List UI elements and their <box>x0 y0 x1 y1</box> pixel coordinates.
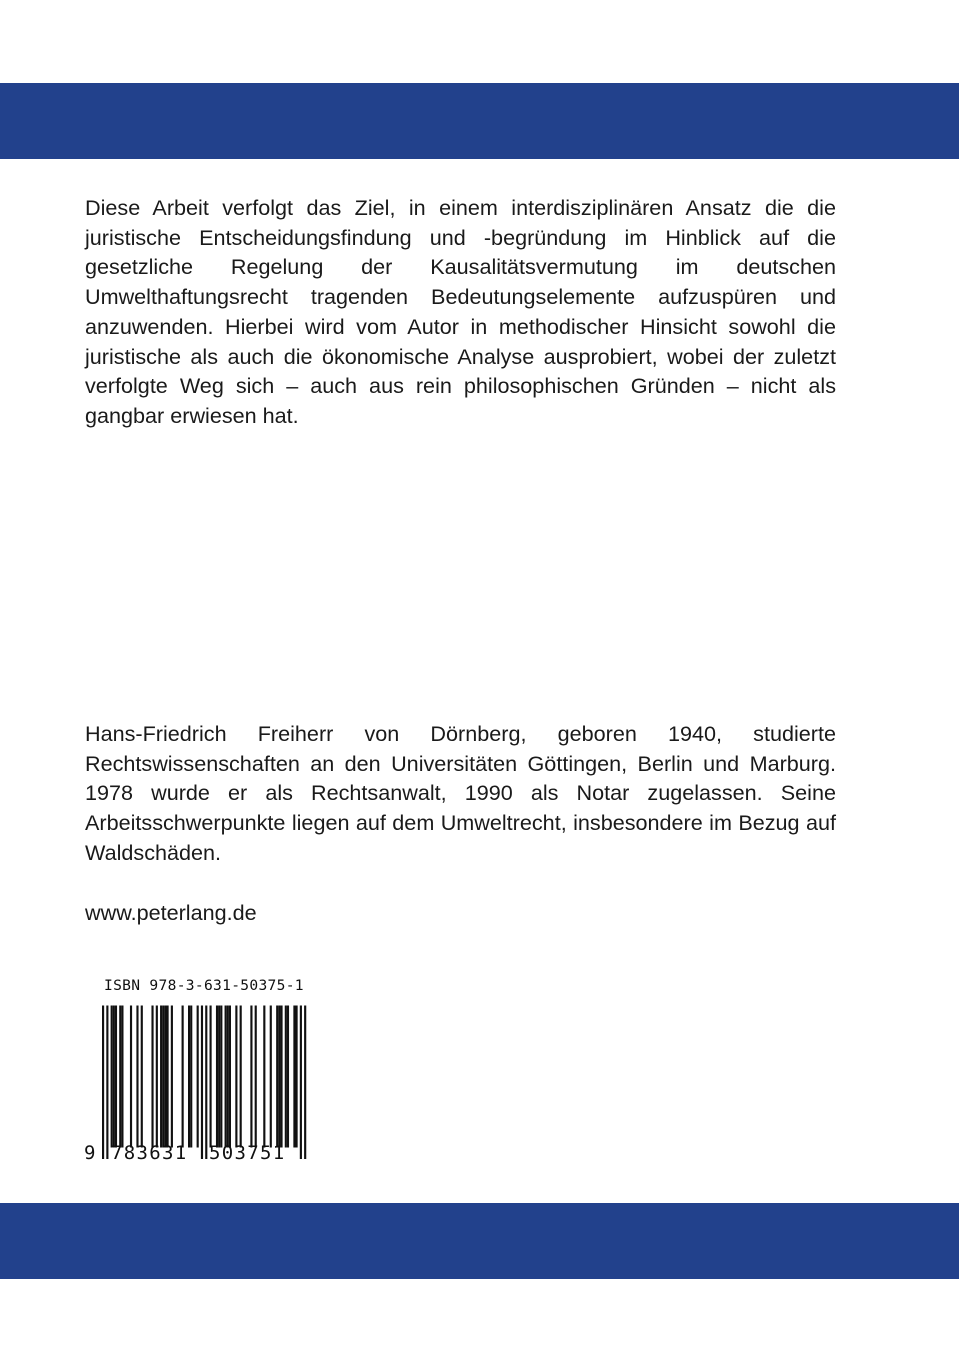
barcode-bar <box>229 1006 231 1148</box>
barcode-guard-bar <box>205 1006 207 1160</box>
barcode-bar <box>188 1006 190 1148</box>
barcode-digits-left: 783631 <box>111 1142 188 1164</box>
barcode-bar <box>171 1006 173 1148</box>
barcode-bar <box>287 1006 289 1148</box>
barcode-bar <box>216 1006 218 1148</box>
barcode-bar <box>235 1006 237 1148</box>
barcode-bar <box>182 1006 184 1148</box>
barcode-bar <box>240 1006 242 1148</box>
barcode-guard-bar <box>106 1006 108 1160</box>
barcode-bar <box>270 1006 272 1148</box>
author-biography: Hans-Friedrich Freiherr von Dörnberg, geboren 1940, studierte Rechtswissenschaften an den Universitäten Göttingen, Berlin und Marburg. 1978 wurde er als Rechtsanwalt, 1990 als Notar zugelassen. Seine Arbeitsschwerpunkte liegen auf dem Umweltrecht, insbesondere im Bezug auf Waldschäden. <box>85 721 836 865</box>
barcode-bar <box>255 1006 257 1148</box>
barcode-guard-bar <box>201 1006 203 1160</box>
barcode-bar <box>136 1006 138 1148</box>
barcode-digits-right: 503751 <box>209 1142 286 1164</box>
barcode-bar <box>160 1006 162 1148</box>
barcode-bar <box>220 1006 222 1148</box>
barcode-digit-first: 9 <box>84 1142 96 1164</box>
publisher-website: www.peterlang.de <box>85 900 257 925</box>
barcode-bar <box>250 1006 252 1148</box>
abstract-text: Diese Arbeit verfolgt das Ziel, in einem interdisziplinären Ansatz die die juristische Entscheidungsfindung und -begründung im Hinblick auf die gesetzliche Regelung der Kausalitätsvermutung im deutschen Umwelthaftungsrecht tragenden Bedeutungselemente aufzuspüren und anzuwenden. Hierbei wird vom Autor in methodischer Hinsicht sowohl die juristische als auch die ökonomische Analyse ausprobiert, wobei der zuletzt verfolgte Weg sich – auch aus rein philosophischen Gründen – nicht als gangbar erwiesen hat. <box>85 195 836 428</box>
barcode-bar <box>164 1006 166 1148</box>
barcode-bar <box>151 1006 153 1148</box>
barcode-bar <box>227 1006 229 1148</box>
barcode-bar <box>113 1006 115 1148</box>
top-color-band <box>0 83 959 159</box>
barcode-bar <box>197 1006 199 1148</box>
barcode-bar <box>285 1006 287 1148</box>
barcode-bar <box>278 1006 280 1148</box>
barcode-bar <box>111 1006 113 1148</box>
barcode-bar <box>296 1006 298 1148</box>
bottom-color-band <box>0 1203 959 1279</box>
barcode-bar <box>225 1006 227 1148</box>
barcode-guard-bar <box>304 1006 306 1160</box>
isbn-barcode <box>82 975 314 1167</box>
barcode-bar <box>276 1006 278 1148</box>
barcode-bar <box>119 1006 121 1148</box>
barcode-bar <box>218 1006 220 1148</box>
barcode-bar <box>156 1006 158 1148</box>
barcode-bar <box>280 1006 282 1148</box>
barcode-bar <box>115 1006 117 1148</box>
barcode-guard-bar <box>300 1006 302 1160</box>
barcode-bar <box>293 1006 295 1148</box>
barcode-bar <box>167 1006 169 1148</box>
barcode-guard-bar <box>102 1006 104 1160</box>
barcode-bar <box>162 1006 164 1148</box>
barcode-bar <box>141 1006 143 1148</box>
isbn-label: ISBN 978-3-631-50375-1 <box>104 977 304 994</box>
barcode-bar <box>121 1006 123 1148</box>
barcode-bars <box>82 997 314 1159</box>
barcode-bar <box>263 1006 265 1148</box>
barcode-bar <box>210 1006 212 1148</box>
barcode-bar <box>130 1006 132 1148</box>
barcode-bar <box>190 1006 192 1148</box>
